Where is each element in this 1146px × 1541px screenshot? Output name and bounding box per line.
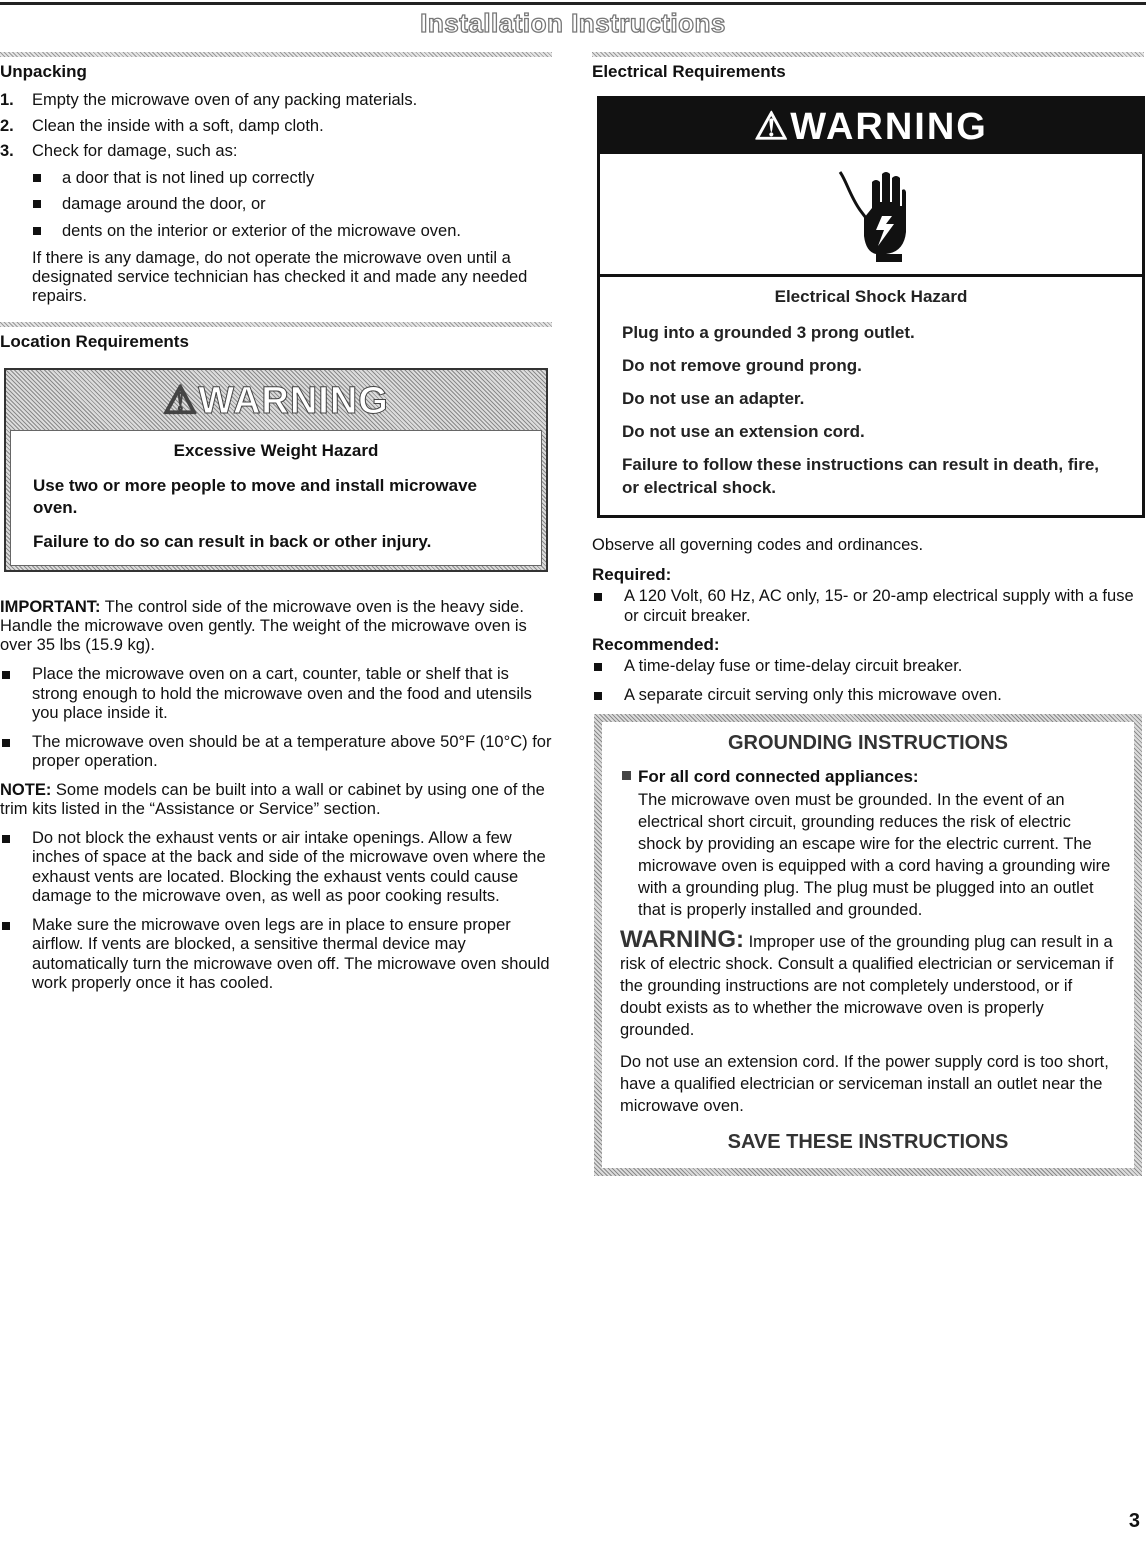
electric-shock-hand-icon	[836, 166, 906, 262]
list-item-text: A separate circuit serving only this microwave oven.	[624, 685, 1002, 704]
bullet-square-icon	[2, 835, 10, 843]
placement-list	[0, 665, 552, 772]
required-heading: Required:	[592, 565, 672, 584]
list-item	[0, 665, 552, 724]
list-item	[32, 218, 552, 245]
list-item-text: A 120 Volt, 60 Hz, AC only, 15- or 20-amp electrical supply with a fuse or circuit breaker.	[624, 587, 1134, 625]
save-instructions: SAVE THESE INSTRUCTIONS	[727, 1131, 1009, 1153]
list-item	[592, 657, 1144, 677]
location-heading: Location Requirements	[0, 332, 189, 351]
warning-line: Failure to do so can result in back or other injury.	[33, 532, 432, 551]
page-title: Installation Instructions	[420, 8, 726, 38]
bullet-square-icon	[594, 663, 602, 671]
grounding-subheading	[620, 767, 1116, 787]
note-label: NOTE:	[0, 780, 52, 799]
bullet-square-icon	[622, 771, 631, 780]
list-item-text: A time-delay fuse or time-delay circuit breaker.	[624, 657, 963, 675]
right-column	[592, 52, 1144, 1176]
step-number: 3.	[0, 142, 14, 160]
warning-line: Failure to follow these instructions can result in death, fire, or electrical shock.	[622, 455, 1100, 497]
warning-banner: ⚠WARNING	[600, 99, 1142, 154]
page-header	[0, 0, 1146, 44]
unpacking-heading: Unpacking	[0, 62, 87, 81]
left-column	[0, 52, 552, 1003]
hazard-title: Electrical Shock Hazard	[774, 287, 968, 306]
grounding-warning-word: WARNING:	[620, 926, 744, 953]
section-divider	[0, 52, 552, 57]
grounding-body	[602, 722, 1134, 1168]
list-item	[592, 587, 1144, 626]
bullet-square-icon	[33, 200, 41, 208]
damage-note: If there is any damage, do not operate the microwave oven until a designated service technician has checked it and made any needed repairs.	[32, 249, 528, 305]
warning-line: Do not use an adapter.	[622, 389, 805, 408]
list-item	[592, 686, 1144, 706]
grounding-instructions-box	[594, 714, 1142, 1176]
grounding-warning-text: Improper use of the grounding plug can result in a risk of electric shock. Consult a qualified electrician or serviceman if the grounding instructions are not completely understood, or if doubt exists as to whether the microwave oven is properly grounded.	[620, 933, 1114, 1039]
warning-body	[600, 277, 1142, 515]
warning-line: Do not use an extension cord.	[622, 422, 865, 441]
header-rule	[0, 2, 1146, 5]
observe-text: Observe all governing codes and ordinances.	[592, 536, 924, 554]
damage-list	[32, 165, 552, 245]
grounding-title: GROUNDING INSTRUCTIONS	[728, 732, 1008, 754]
step-text: Check for damage, such as:	[32, 142, 238, 160]
weight-warning-box	[4, 368, 548, 572]
warning-line: Plug into a grounded 3 prong outlet.	[622, 323, 915, 342]
bullet-square-icon	[33, 227, 41, 235]
grounding-paragraph: The microwave oven must be grounded. In the event of an electrical short circuit, grounding reduces the risk of electric shock by providing an escape wire for the electric current. The microwave oven is equipped with a cord having a grounding wire with a grounding plug. The plug must be plugged into an outlet that is properly installed and grounded.	[638, 791, 1111, 919]
shock-warning-box	[597, 96, 1145, 518]
step-text: Empty the microwave oven of any packing materials.	[32, 91, 418, 109]
list-item-text: Place the microwave oven on a cart, counter, table or shelf that is strong enough to hold the microwave oven and the food and utensils you place inside it.	[32, 665, 532, 722]
warning-body	[10, 430, 542, 566]
list-item-text: a door that is not lined up correctly	[62, 168, 315, 187]
list-item-text: damage around the door, or	[62, 195, 266, 213]
grounding-warning	[620, 926, 1116, 1041]
vent-list	[0, 829, 552, 994]
grounding-subheading-text: For all cord connected appliances:	[638, 767, 919, 786]
important-label: IMPORTANT:	[0, 598, 101, 616]
bullet-square-icon	[2, 922, 10, 930]
step-item	[0, 88, 552, 114]
step-number: 1.	[0, 91, 14, 109]
important-text: The control side of the microwave oven is the heavy side. Handle the microwave oven gently. The weight of the microwave oven is over 35 lbs (15.9 kg).	[0, 598, 527, 654]
list-item-text: The microwave oven should be at a temperature above 50°F (10°C) for proper operation.	[32, 732, 552, 770]
step-number: 2.	[0, 116, 14, 135]
recommended-list	[592, 657, 1144, 705]
list-item-text: Make sure the microwave oven legs are in place to ensure proper airflow. If vents are blocked, a sensitive thermal device may automatically turn the microwave oven off. The microwave oven should work properly once it has cooled.	[32, 915, 550, 992]
bullet-square-icon	[33, 174, 41, 182]
step-item	[0, 139, 552, 244]
required-list	[592, 587, 1144, 626]
note-paragraph	[0, 781, 552, 819]
bullet-square-icon	[2, 739, 10, 747]
list-item-text: Do not block the exhaust vents or air intake openings. Allow a few inches of space at the back and side of the microwave oven where the exhaust vents are located. Blocking the exhaust vents could cause damage to the microwave oven, as well as poor cooking results.	[32, 828, 546, 905]
step-text: Clean the inside with a soft, damp cloth.	[32, 116, 324, 135]
shock-hazard-icon-area	[600, 154, 1142, 277]
step-item	[0, 114, 552, 140]
grounding-extension-paragraph: Do not use an extension cord. If the power supply cord is too short, have a qualified electrician or serviceman install an outlet near the microwave oven.	[620, 1053, 1109, 1115]
list-item	[0, 829, 552, 907]
warning-line: Use two or more people to move and install microwave oven.	[33, 476, 478, 517]
list-item	[0, 733, 552, 772]
section-divider	[0, 322, 552, 327]
bullet-square-icon	[594, 692, 602, 700]
section-divider	[592, 52, 1144, 57]
unpacking-steps	[0, 88, 552, 244]
list-item-text: dents on the interior or exterior of the microwave oven.	[62, 221, 461, 240]
hazard-title: Excessive Weight Hazard	[173, 441, 379, 460]
bullet-square-icon	[2, 671, 10, 679]
page-number: 3	[1128, 1510, 1140, 1532]
important-paragraph	[0, 598, 552, 655]
note-text: Some models can be built into a wall or cabinet by using one of the trim kits listed in the “Assistance or Service” section.	[0, 780, 545, 818]
recommended-heading: Recommended:	[592, 635, 720, 654]
bullet-square-icon	[594, 593, 602, 601]
list-item	[32, 165, 552, 192]
warning-banner: ⚠WARNING	[163, 379, 389, 422]
warning-line: Do not remove ground prong.	[622, 356, 862, 375]
list-item	[32, 191, 552, 218]
electrical-heading: Electrical Requirements	[592, 62, 786, 81]
list-item	[0, 916, 552, 994]
